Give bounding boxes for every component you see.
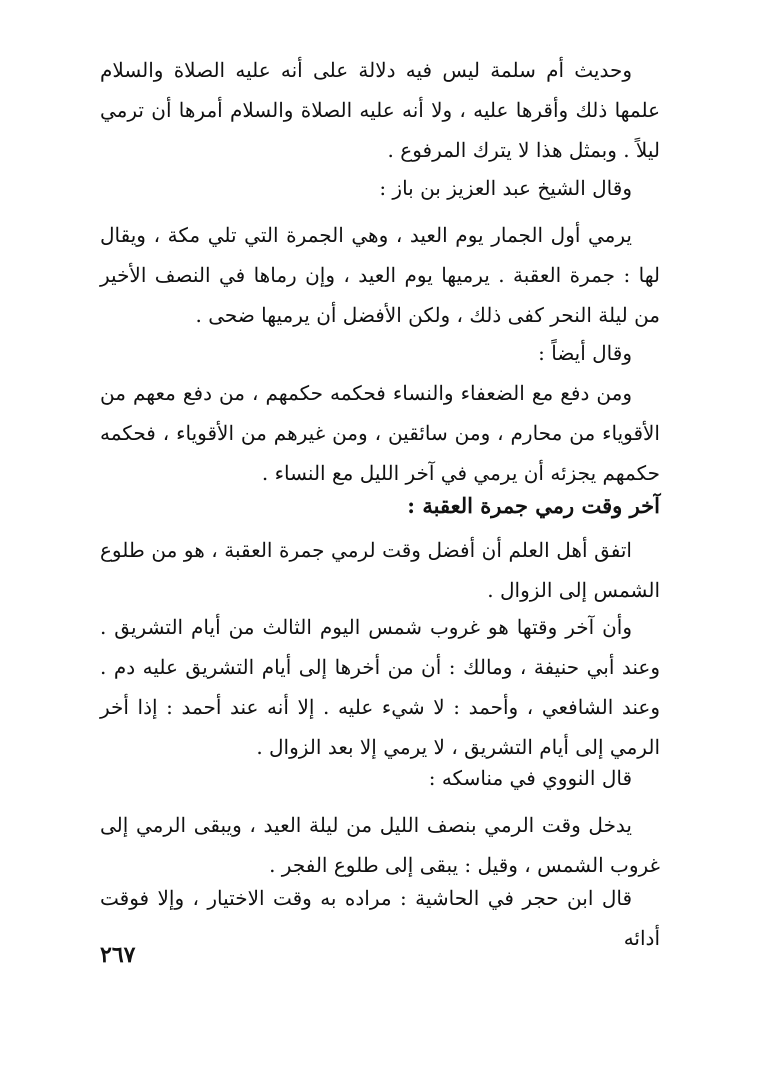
paragraph-ibn-baz-quote: يرمي أول الجمار يوم العيد ، وهي الجمرة التي تلي مكة ، ويقال لها : جمرة العقبة . يرميها يوم العيد ، وإن رماها في النصف الأخير من ليلة النحر كفى ذلك ، ولكن الأفضل أن يرميها ضحى . (100, 223, 660, 327)
paragraph-nawawi-quote: يدخل وقت الرمي بنصف الليل من ليلة العيد ، ويبقى الرمي إلى غروب الشمس ، وقيل : يبقى إلى طلوع الفجر . (100, 813, 660, 877)
page-number: ٢٦٧ (100, 942, 136, 968)
paragraph-last-time: وأن آخر وقتها هو غروب شمس اليوم الثالث من أيام التشريق . وعند أبي حنيفة ، ومالك : أن من أخرها إلى أيام التشريق عليه دم . وعند الشافعي ، وأحمد : لا شيء عليه . إلا أنه عند أحمد : إذا أخر الرمي إلى أيام التشريق ، لا يرمي إلا بعد الزوال . (100, 615, 660, 759)
paragraph-umm-salama: وحديث أم سلمة ليس فيه دلالة على أنه عليه الصلاة والسلام علمها ذلك وأقرها عليه ، ولا أنه عليه الصلاة والسلام أمرها أن ترمي ليلاً . وبمثل هذا لا يترك المرفوع . (100, 58, 660, 162)
paragraph-ibn-baz-intro: وقال الشيخ عبد العزيز بن باز : (379, 176, 632, 200)
section-heading: آخر وقت رمي جمرة العقبة : (407, 493, 660, 518)
paragraph-ibn-hajar: قال ابن حجر في الحاشية : مراده به وقت الاختيار ، وإلا فوقت أدائه (100, 886, 660, 950)
paragraph-also-said: وقال أيضاً : (538, 341, 632, 365)
paragraph-nawawi-intro: قال النووي في مناسكه : (428, 766, 632, 790)
paragraph-best-time: اتفق أهل العلم أن أفضل وقت لرمي جمرة العقبة ، هو من طلوع الشمس إلى الزوال . (100, 538, 660, 602)
paragraph-weak-and-women: ومن دفع مع الضعفاء والنساء فحكمه حكمهم ، من دفع معهم من الأقوياء من محارم ، ومن سائقين ، ومن غيرهم من الأقوياء ، فحكمه حكمهم يجزئه أن يرمي في آخر الليل مع النساء . (100, 381, 660, 485)
